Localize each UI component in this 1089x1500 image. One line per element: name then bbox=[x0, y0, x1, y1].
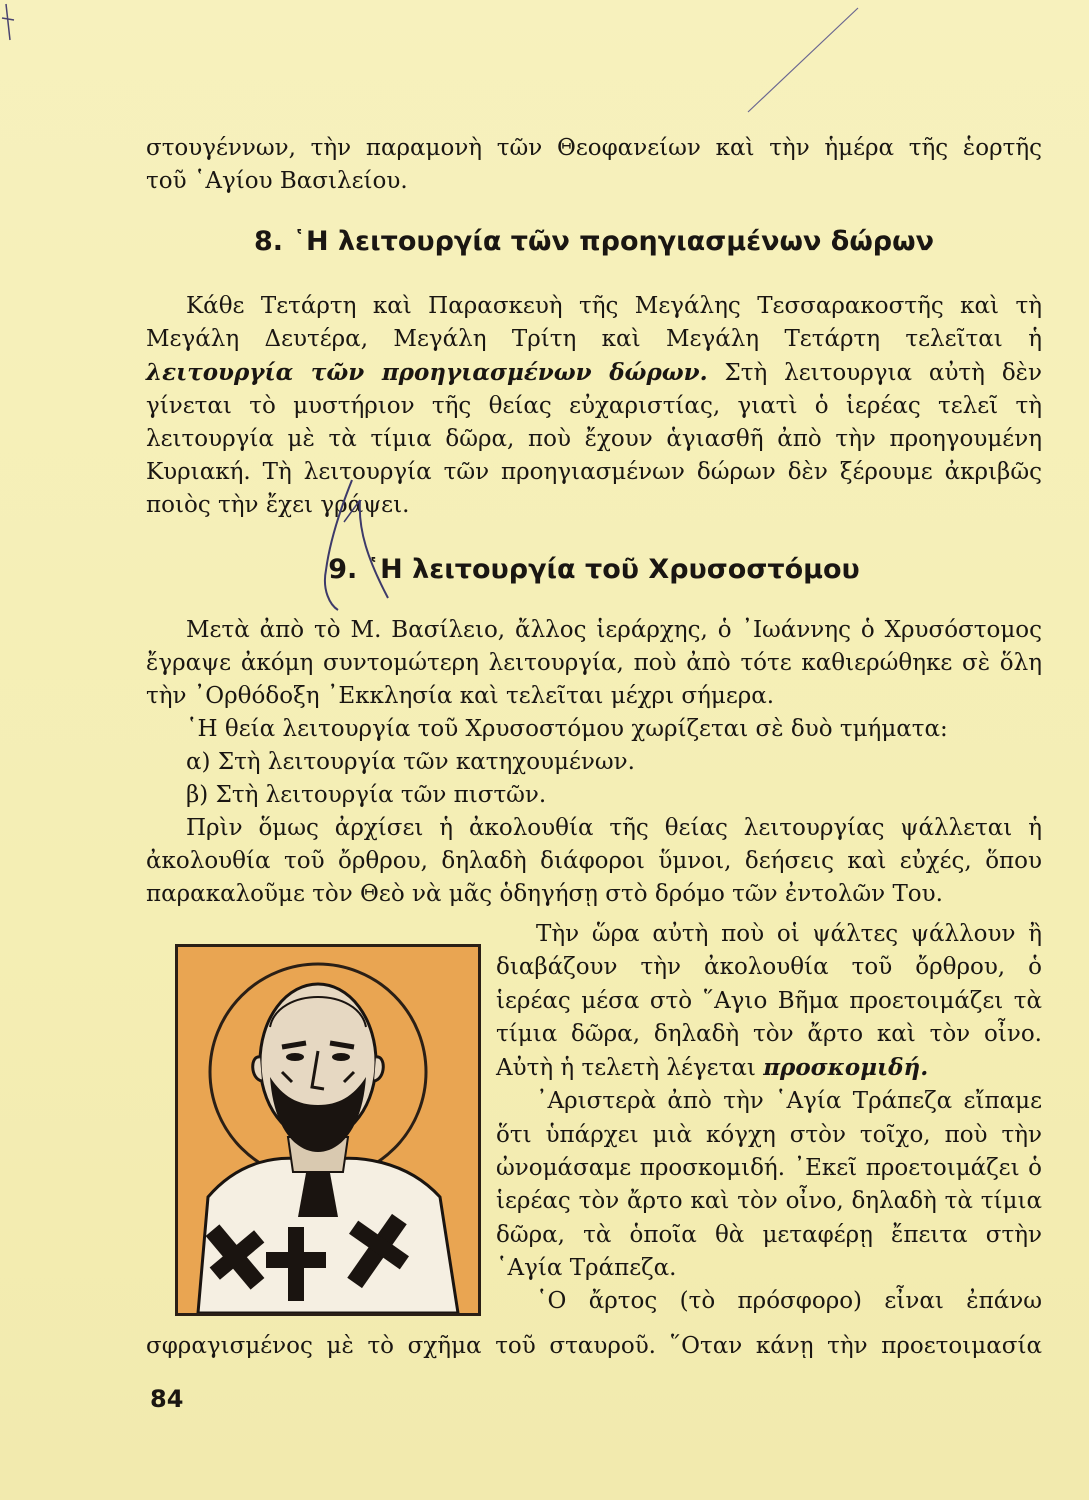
pen-annotation-icon bbox=[260, 470, 420, 620]
s9-paragraph-2: ῾Η θεία λειτουργία τοῦ Χρυσοστόμου χωρίζεται σὲ δυὸ τμήματα: bbox=[186, 716, 948, 742]
bottom-line bbox=[146, 1330, 1042, 1363]
s8-text-a: Κάθε Τετάρτη καὶ Παρασκευὴ τῆς Μεγάλης Τεσσαρακοστῆς καὶ τὴ Μεγάλη Δευτέρα, Μεγάλη Τρίτη καὶ Μεγάλη Τετάρτη τελεῖται ἡ bbox=[146, 293, 1042, 352]
section-9-heading: 9. ῾Η λειτουργία τοῦ Χρυσοστόμου bbox=[328, 554, 860, 585]
s9-paragraph-6-end: σφραγισμένος μὲ τὸ σχῆμα τοῦ σταυροῦ. ῞Οταν κάνῃ τὴν προετοιμασία bbox=[146, 1333, 1042, 1359]
continuation-text bbox=[146, 132, 1042, 198]
s9-list-b: β) Στὴ λειτουργία τῶν πιστῶν. bbox=[186, 782, 547, 808]
saint-icon bbox=[178, 947, 478, 1313]
page-number: 84 bbox=[150, 1385, 184, 1413]
s9-paragraph-3: Πρὶν ὅμως ἀρχίσει ἡ ἀκολουθία τῆς θείας λειτουργίας ψάλλεται ἡ ἀκολουθία τοῦ ὄρθρου, δηλαδὴ διάφοροι ὕμνοι, δεήσεις καὶ εὐχές, ὅπου παρακαλοῦμε τὸν Θεὸ νὰ μᾶς ὁδηγήσῃ στὸ δρόμο τῶν ἐντολῶν Του. bbox=[146, 815, 1042, 907]
s9-paragraph-1: Μετὰ ἀπὸ τὸ Μ. Βασίλειο, ἄλλος ἱεράρχης, ὁ ᾿Ιωάννης ὁ Χρυσόστομος ἔγραψε ἀκόμη συντομώτερη λειτουργία, ποὺ ἀπὸ τότε καθιερώθηκε σὲ ὅλη τὴν ᾿Ορθόδοξη ᾿Εκκλησία καὶ τελεῖται μέχρι σήμερα. bbox=[146, 617, 1042, 709]
section-9-body bbox=[146, 614, 1042, 911]
s9-paragraph-5: ᾿Αριστερὰ ἀπὸ τὴν ῾Αγία Τράπεζα εἴπαμε ὅτι ὑπάρχει μιὰ κόγχη στὸν τοῖχο, ποὺ τὴν ὠνομάσαμε προσκομιδή. ᾿Εκεῖ προετοιμάζει ὁ ἱερέας τὸν ἄρτο καὶ τὸν οἶνο, δηλαδὴ τὰ τίμια δῶρα, τὰ ὁποῖα θὰ μεταφέρῃ ἔπειτα στὴν ῾Αγία Τράπεζα. bbox=[496, 1088, 1042, 1281]
s9-italic-term: προσκομιδή. bbox=[763, 1054, 929, 1082]
s9-list-a: α) Στὴ λειτουργία τῶν κατηχουμένων. bbox=[186, 749, 635, 775]
s9-paragraph-6-start: ῾Ο ἄρτος (τὸ πρόσφορο) εἶναι ἐπάνω bbox=[536, 1288, 1042, 1315]
line-2: τοῦ ῾Αγίου Βασιλείου. bbox=[146, 168, 408, 194]
saint-icon-illustration bbox=[175, 944, 481, 1316]
line-1: στουγέννων, τὴν παραμονὴ τῶν Θεοφανείων καὶ τὴν ἡμέρα τῆς ἑορτῆς bbox=[146, 135, 1042, 161]
right-column-text bbox=[496, 918, 1042, 1319]
s8-italic-term: λειτουργία τῶν προηγιασμένων δώρων. bbox=[146, 359, 708, 386]
section-8-heading: 8. ῾Η λειτουργία τῶν προηγιασμένων δώρων bbox=[254, 226, 934, 257]
s8-text-b: Στὴ λειτουργια αὐτὴ δὲν γίνεται τὸ μυστήριον τῆς θείας εὐχαριστίας, γιατὶ ὁ ἱερέας τελεῖ τὴ λειτουργία μὲ τὰ τίμια δῶρα, ποὺ ἔχουν ἁγιασθῆ ἀπὸ τὴν προηγουμένη Κυριακή. Τὴ λειτουργία τῶν προηγιασμένων δώρων δὲν ξέρουμε ἀκριβῶς ποιὸς τὴν ἔχει γράψει. bbox=[146, 360, 1042, 518]
s9-paragraph-4: Τὴν ὥρα αὐτὴ ποὺ οἱ ψάλτες ψάλλουν ἢ διαβάζουν τὴν ἀκολουθία τοῦ ὄρθρου, ὁ ἱερέας μέσα στὸ ῞Αγιο Βῆμα προετοιμάζει τὰ τίμια δῶρα, δηλαδὴ τὸν ἄρτο καὶ τὸν οἶνο. Αὐτὴ ἡ τελετὴ λέγεται bbox=[496, 921, 1042, 1082]
